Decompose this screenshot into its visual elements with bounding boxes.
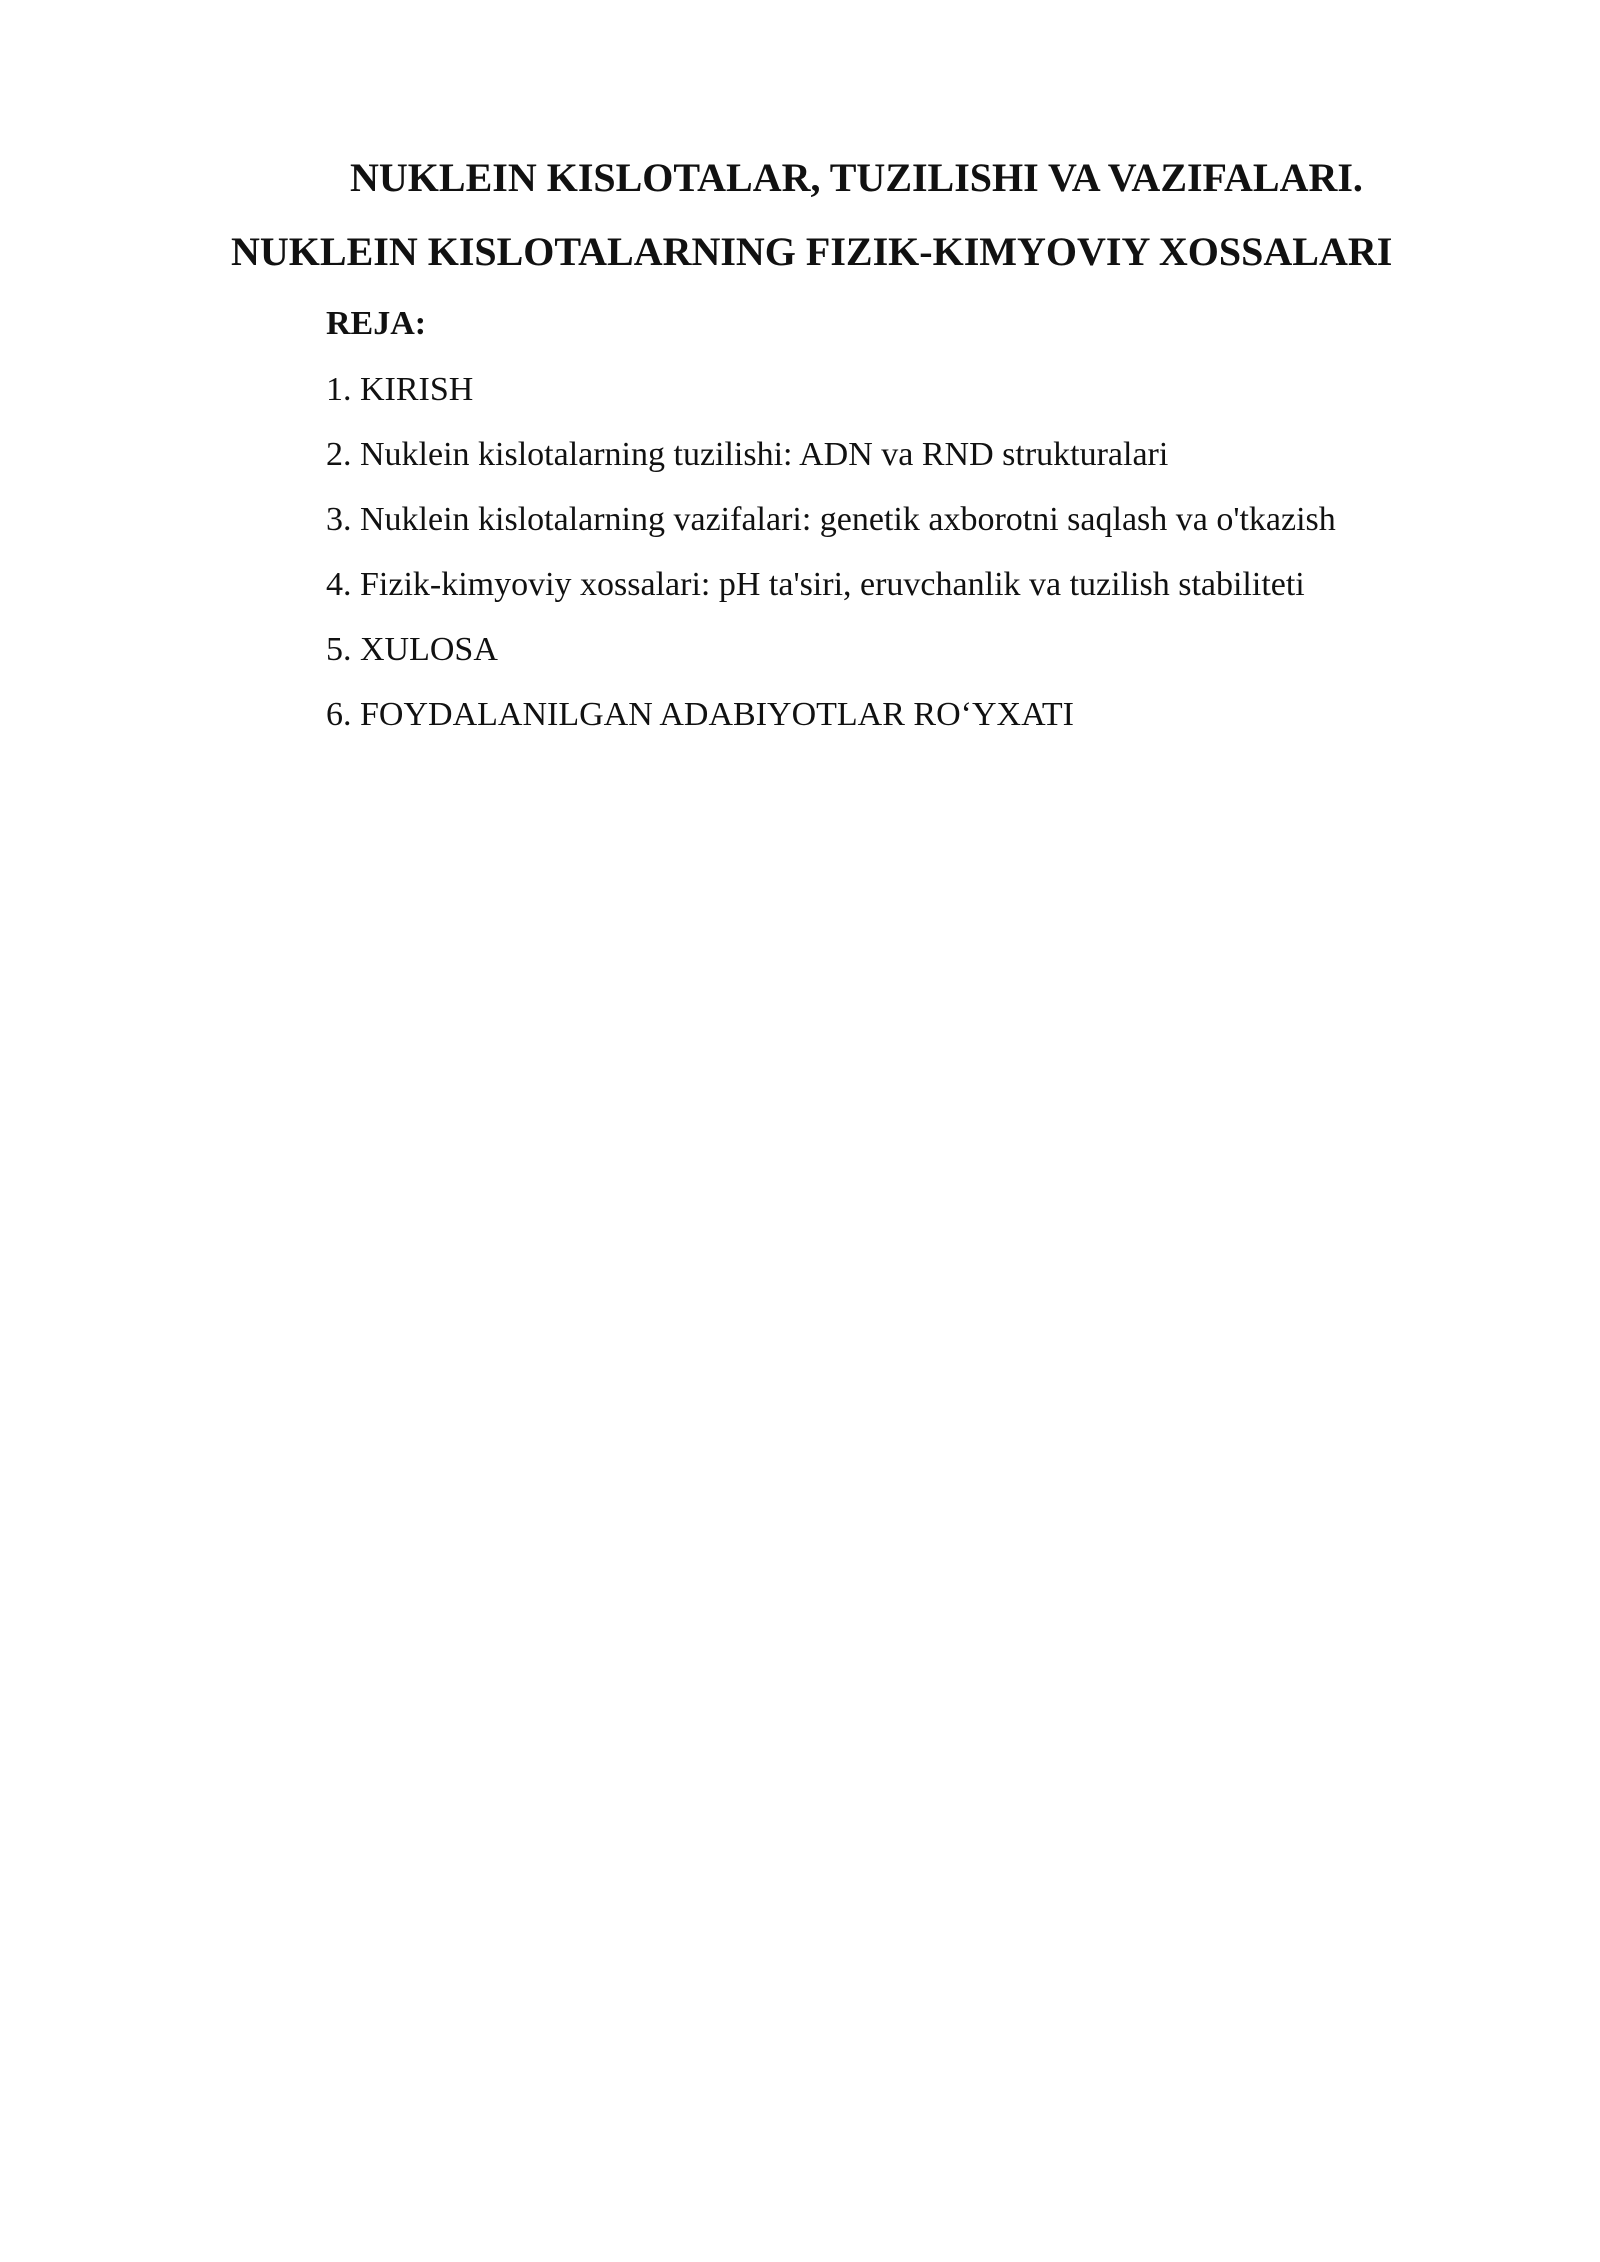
- document-title-line-1: NUKLEIN KISLOTALAR, TUZILISHI VA VAZIFALARI.: [350, 155, 1363, 200]
- plan-heading: REJA:: [326, 305, 427, 342]
- document-title-line-2: NUKLEIN KISLOTALARNING FIZIK-KIMYOVIY XOSSALARI: [231, 229, 1393, 274]
- plan-item-4: 4. Fizik-kimyoviy xossalari: pH ta'siri, eruvchanlik va tuzilish stabiliteti: [326, 566, 1305, 603]
- plan-item-1: 1. KIRISH: [326, 371, 474, 408]
- plan-item-6: 6. FOYDALANILGAN ADABIYOTLAR RO‘YXATI: [326, 696, 1074, 733]
- plan-item-3: 3. Nuklein kislotalarning vazifalari: genetik axborotni saqlash va o'tkazish: [326, 501, 1336, 538]
- plan-item-5: 5. XULOSA: [326, 631, 498, 668]
- plan-item-2: 2. Nuklein kislotalarning tuzilishi: ADN va RND strukturalari: [326, 436, 1169, 473]
- plan-list: [326, 368, 1336, 758]
